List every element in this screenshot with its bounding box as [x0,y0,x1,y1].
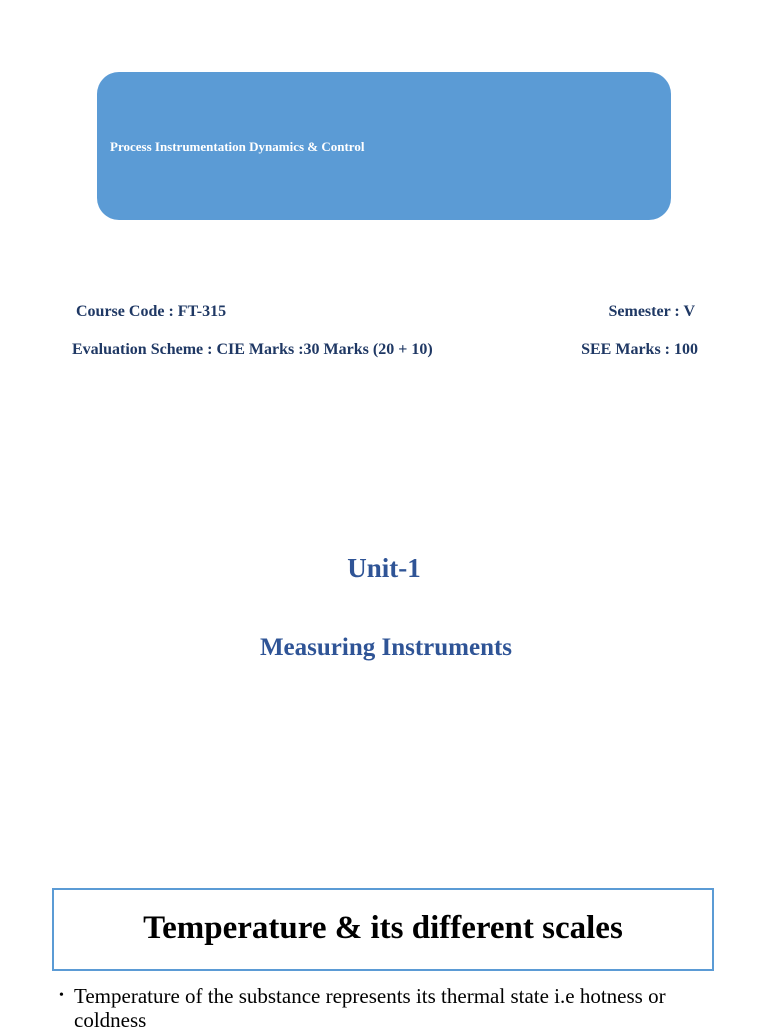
bullet-text: Temperature of the substance represents its thermal state i.e hotness or coldness [74,984,666,1032]
see-marks: SEE Marks : 100 [581,341,698,358]
bullet-list [59,984,729,1032]
semester: Semester : V [608,303,695,320]
course-title: Process Instrumentation Dynamics & Control [110,139,365,154]
unit-subtitle: Measuring Instruments [259,634,513,661]
unit-title: Unit-1 [347,553,421,583]
section-heading-box [52,888,714,971]
course-title-banner [97,72,671,220]
section-title: Temperature & its different scales [143,910,623,946]
course-code: Course Code : FT-315 [76,303,227,320]
evaluation-scheme: Evaluation Scheme : CIE Marks :30 Marks (20 + 10) [72,341,433,358]
list-item [59,984,729,1032]
bullet-icon: • [59,988,64,1003]
